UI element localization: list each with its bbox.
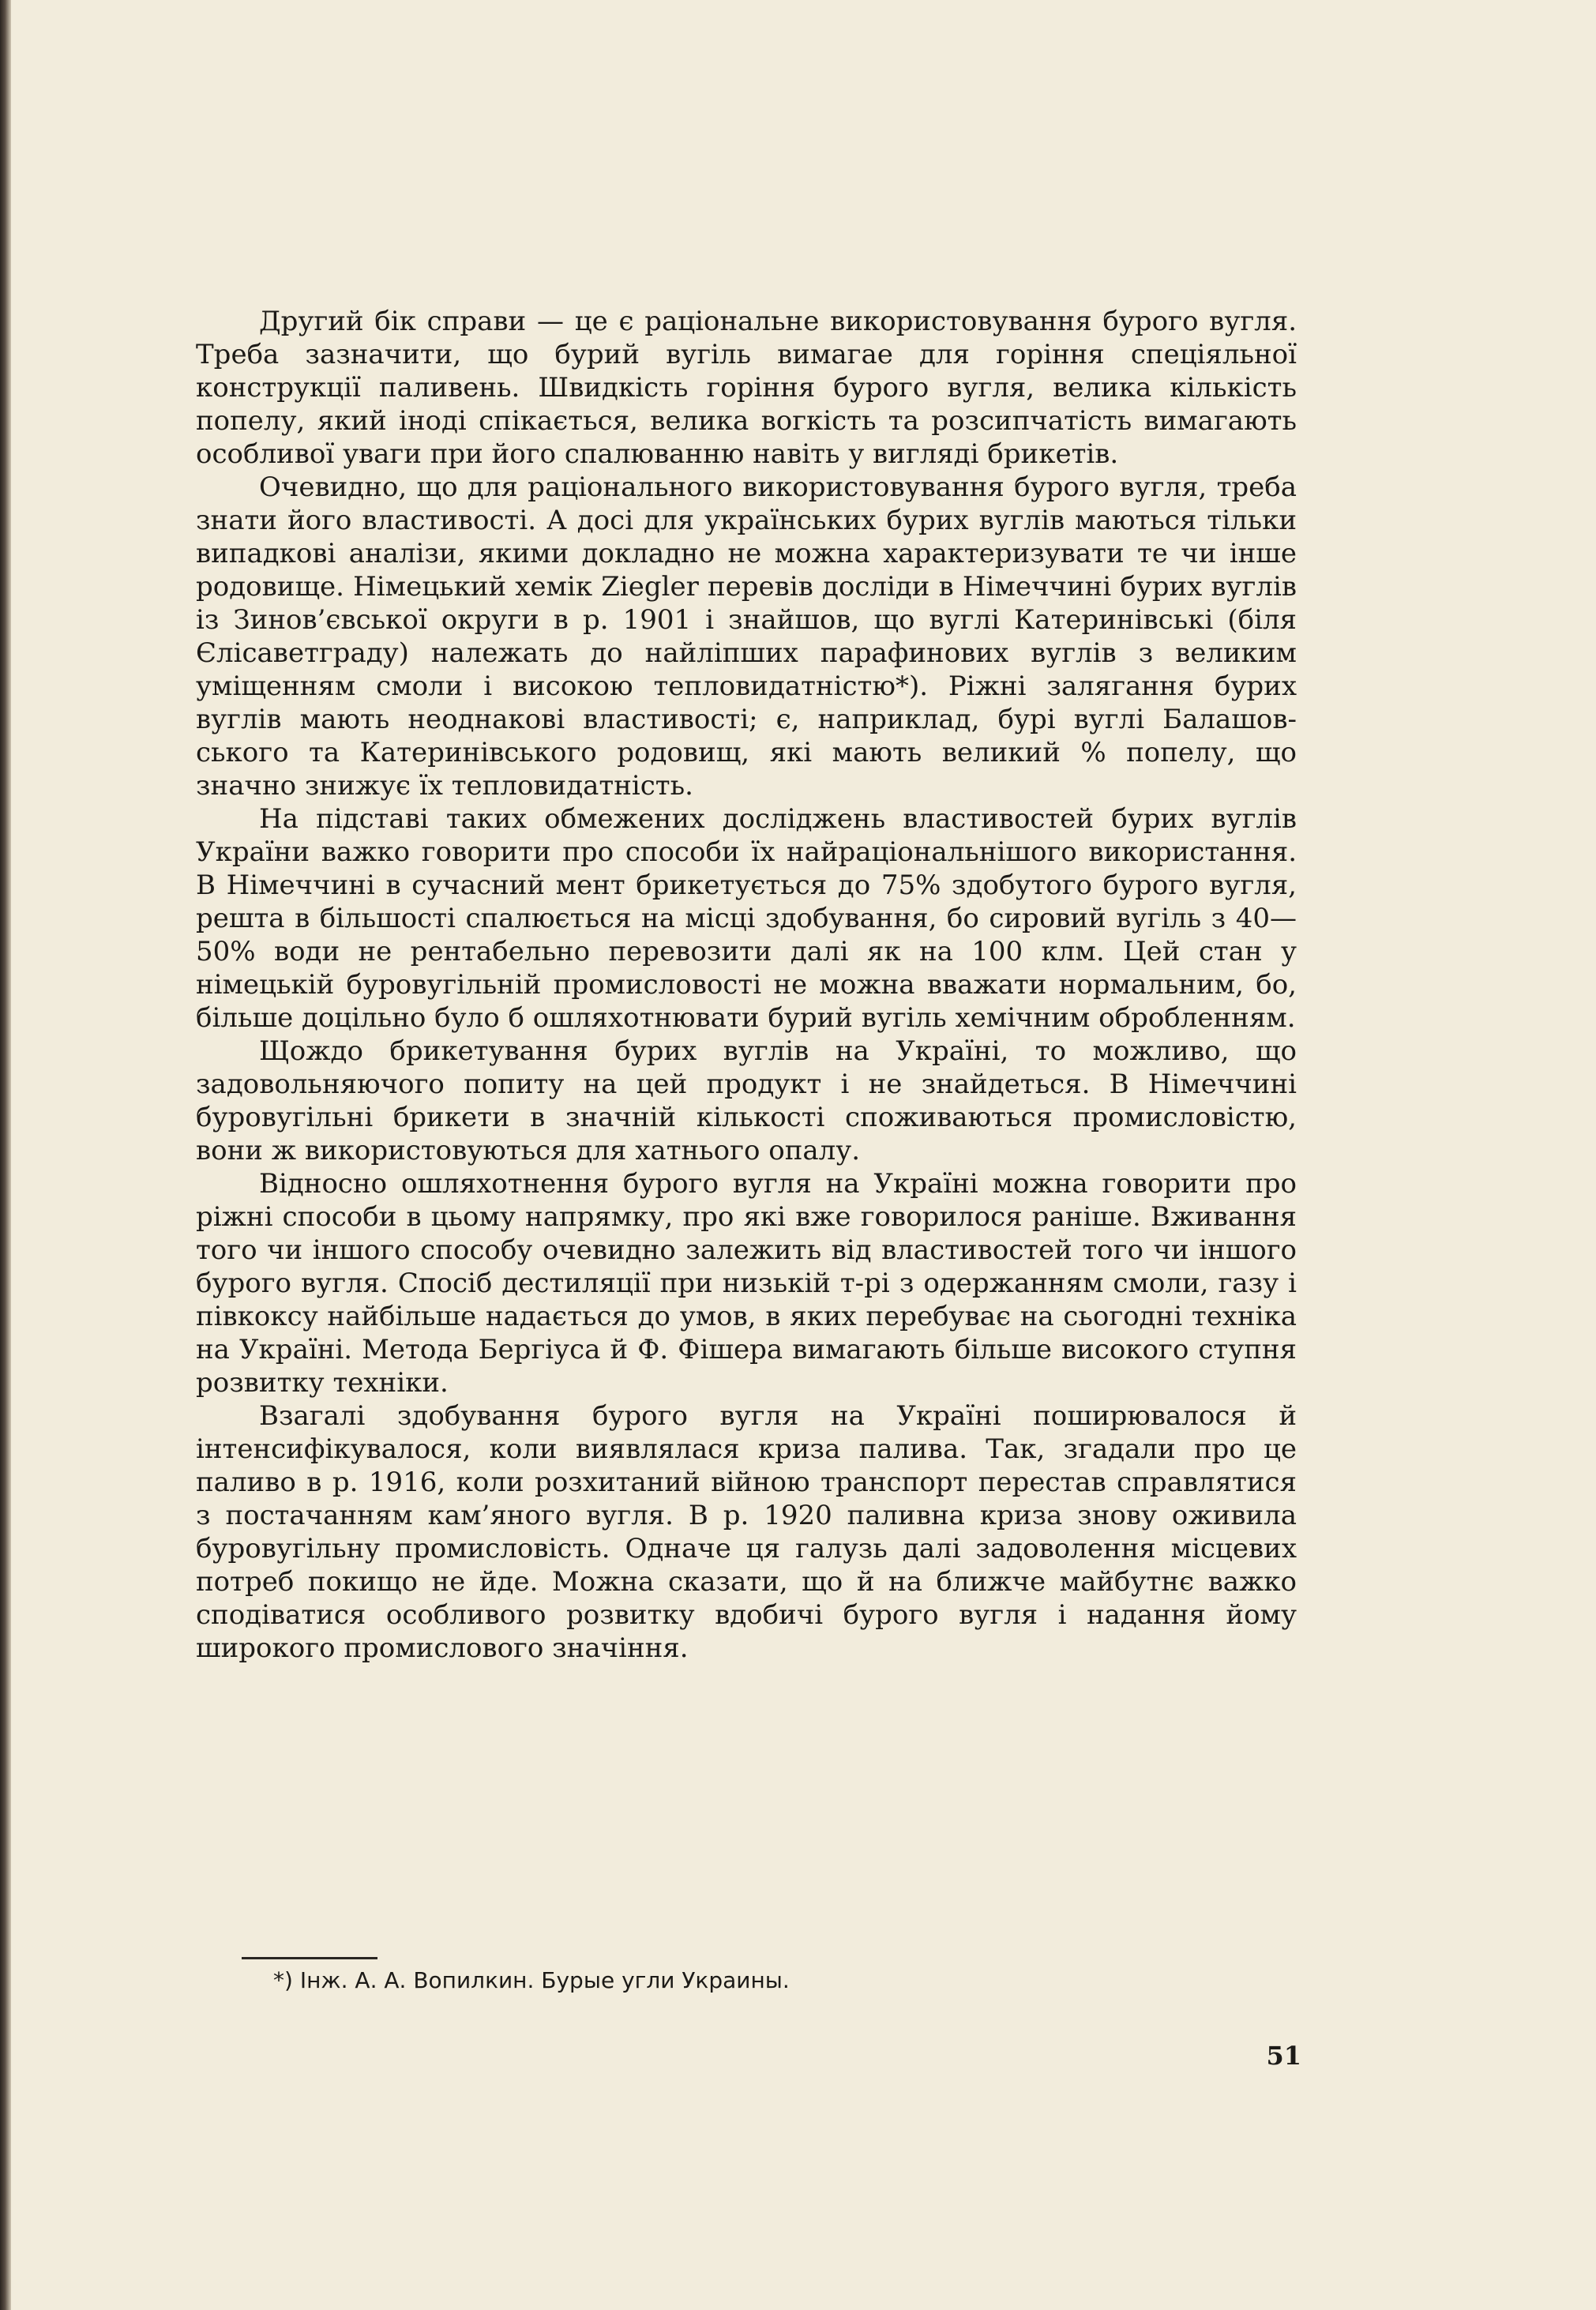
paragraph-2: Очевидно, що для раціонального використовування бурого вугля, треба знати його властивості. А досі для українських бурих вуглів маються тільки випадкові аналізи, якими докладно не можна характеризувати те чи інше родовище. Німецький хемік Ziegler перевів досліди в Німеччині бурих вуглів із Зинов’євської округи в р. 1901 і знайшов, що вуглі Катеринівські (біля Єлісаветграду) належать до найліпших парафинових вуглів з великим уміщенням смоли і високою тепловидатністю*). Ріжні залягання бурих вуглів мають неоднакові властивості; є, наприклад, бурі вуглі Балашовського та Катеринівського родовищ, які мають великий % попелу, що значно знижує їх тепловидатність.	[196, 471, 1297, 802]
page-spine-edge	[0, 0, 11, 2310]
footnote: *) Інж. А. А. Вопилкин. Бурые угли Украины.	[273, 1967, 790, 1993]
paragraph-3: На підставі таких обмежених досліджень властивостей бурих вуглів України важко говорити про способи їх найраціональнішого використання. В Німеччині в сучасний мент брикетується до 75% здобутого бурого вугля, решта в більшості спалюється на місці здобування, бо сировий вугіль з 40—50% води не рентабельно перевозити далі як на 100 клм. Цей стан у німецькій буровугільній промисловості не можна вважати нормальним, бо, більше доцільно було б ошляхотнювати бурий вугіль хемічним обробленням.	[196, 803, 1297, 1034]
main-text	[196, 305, 1297, 1665]
footnote-divider	[242, 1957, 377, 1959]
page-number: 51	[1266, 2041, 1301, 2071]
paragraph-6: Взагалі здобування бурого вугля на Україні поширювалося й інтенсифікувалося, коли виявлялася криза палива. Так, згадали про це паливо в р. 1916, коли розхитаний війною транспорт перестав справлятися з постачанням кам’яного вугля. В р. 1920 паливна криза знову оживила буровугільну промисловість. Одначе ця галузь далі задоволення місцевих потреб покищо не йде. Можна сказати, що й на ближче майбутнє важко сподіватися особливого розвитку вдобичі бурого вугля і надання йому широкого промислового значіння.	[196, 1400, 1297, 1664]
paragraph-1: Другий бік справи — це є раціональне використовування бурого вугля. Треба зазначити, що бурий вугіль вимагае для горіння спеціяльної конструкції паливень. Швидкість горіння бурого вугля, велика кількість попелу, який іноді спікається, велика вогкість та розсипчатість вимагають особливої уваги при його спалюванню навіть у вигляді брикетів.	[196, 306, 1297, 470]
paragraph-4: Щождо брикетування бурих вуглів на Україні, то можливо, що задовольняючого попиту на цей продукт і не знайдеться. В Німеччині буровугільні брикети в значній кількості споживаються промисловістю, вони ж використовуються для хатнього опалу.	[196, 1035, 1297, 1166]
paragraph-5: Відносно ошляхотнення бурого вугля на Україні можна говорити про ріжні способи в цьому напрямку, про які вже говорилося раніше. Вживання того чи іншого способу очевидно залежить від властивостей того чи іншого бурого вугля. Спосіб дестиляції при низькій т-рі з одержанням смоли, газу і півкоксу найбільше надається до умов, в яких перебуває на сьогодні техніка на Україні. Метода Бергіуса й Ф. Фішера вимагають більше високого ступня розвитку техніки.	[196, 1168, 1297, 1399]
